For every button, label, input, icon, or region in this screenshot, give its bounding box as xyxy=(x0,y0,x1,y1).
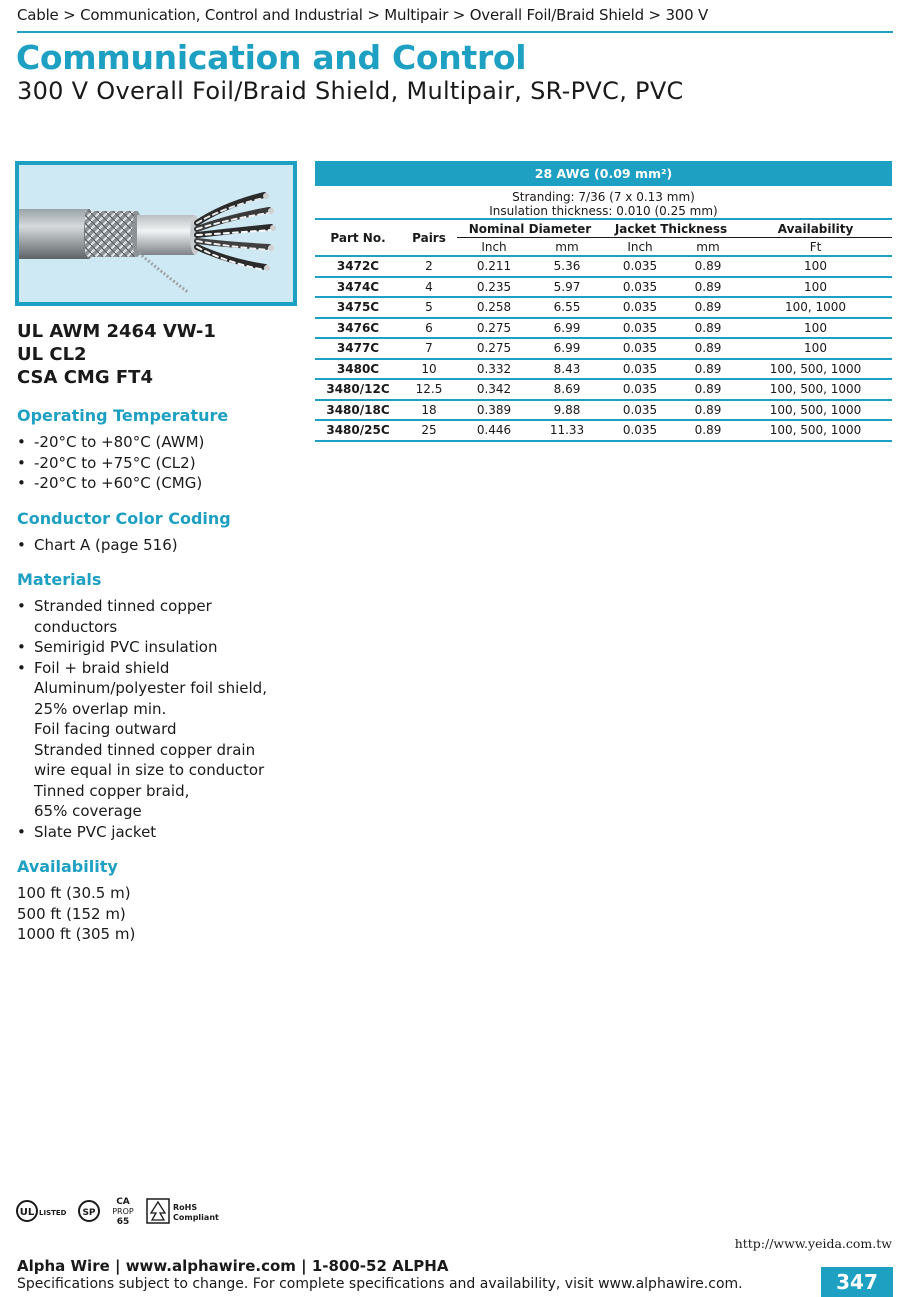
table-cell: 3480/12C xyxy=(315,379,401,400)
ca-prop-65-logo xyxy=(112,1197,134,1227)
table-cell: 0.035 xyxy=(603,318,677,339)
table-cell: 0.89 xyxy=(677,379,739,400)
table-cell: 0.258 xyxy=(457,297,531,318)
stranding-info xyxy=(315,186,892,218)
table-row xyxy=(315,420,892,441)
svg-text:UL: UL xyxy=(19,1207,35,1218)
table-cell: 0.89 xyxy=(677,256,739,277)
list-item: • -20°C to +60°C (CMG) xyxy=(17,473,307,494)
table-cell: 25 xyxy=(401,420,457,441)
ul-listed-text: LISTED xyxy=(39,1209,67,1217)
table-cell: 0.035 xyxy=(603,297,677,318)
table-cell: 100, 1000 xyxy=(739,297,892,318)
table-cell: 0.89 xyxy=(677,338,739,359)
table-row xyxy=(315,379,892,400)
table-cell: 3480C xyxy=(315,359,401,380)
footer-brand: Alpha Wire | www.alphawire.com | 1-800-52 ALPHA xyxy=(17,1257,449,1275)
operating-temperature-section xyxy=(17,406,307,494)
list-item: • Chart A (page 516) xyxy=(17,535,307,556)
section-heading: Materials xyxy=(17,570,102,589)
table-cell: 4 xyxy=(401,277,457,298)
table-cell: 6.55 xyxy=(531,297,603,318)
table-cell: 9.88 xyxy=(531,400,603,421)
table-cell: 3475C xyxy=(315,297,401,318)
table-cell: 0.035 xyxy=(603,379,677,400)
ul-listed-logo xyxy=(17,1201,67,1221)
page-subtitle: 300 V Overall Foil/Braid Shield, Multipair, SR-PVC, PVC xyxy=(17,77,684,105)
awg-header: 28 AWG (0.09 mm²) xyxy=(315,161,892,186)
table-cell: 0.235 xyxy=(457,277,531,298)
header-jacket-thickness: Jacket Thickness xyxy=(603,219,739,238)
table-cell: 0.89 xyxy=(677,277,739,298)
table-cell: 5.97 xyxy=(531,277,603,298)
table-cell: 0.035 xyxy=(603,277,677,298)
table-cell: 6.99 xyxy=(531,338,603,359)
svg-text:SP: SP xyxy=(82,1208,96,1218)
page-title: Communication and Control xyxy=(16,38,527,77)
list-item: • Foil + braid shield Aluminum/polyester foil shield, 25% overlap min. Foil facing outward Stranded tinned copper drain wire equal in size to conductor Tinned copper braid, 65% coverage xyxy=(17,658,307,822)
prop-number: 65 xyxy=(116,1217,130,1227)
table-cell: 3480/18C xyxy=(315,400,401,421)
table-cell: 0.89 xyxy=(677,297,739,318)
table-cell: 0.446 xyxy=(457,420,531,441)
table-cell: 8.43 xyxy=(531,359,603,380)
table-cell: 0.342 xyxy=(457,379,531,400)
table-cell: 3472C xyxy=(315,256,401,277)
breadcrumb: Cable > Communication, Control and Industrial > Multipair > Overall Foil/Braid Shield > 300 V xyxy=(17,6,893,33)
list-item: • Slate PVC jacket xyxy=(17,822,307,843)
color-coding-section xyxy=(17,509,307,556)
table-row xyxy=(315,359,892,380)
table-row xyxy=(315,400,892,421)
list-item: • -20°C to +80°C (AWM) xyxy=(17,432,307,453)
table-cell: 0.332 xyxy=(457,359,531,380)
header-unit-inch: Inch xyxy=(603,238,677,257)
table-cell: 10 xyxy=(401,359,457,380)
table-row xyxy=(315,297,892,318)
header-unit-mm: mm xyxy=(531,238,603,257)
rohs-compliant-text: Compliant xyxy=(173,1213,219,1222)
list-item: • Semirigid PVC insulation xyxy=(17,637,307,658)
table-cell: 0.89 xyxy=(677,318,739,339)
table-cell: 0.035 xyxy=(603,400,677,421)
table-cell: 0.035 xyxy=(603,420,677,441)
rohs-logo xyxy=(147,1199,219,1223)
availability-line: 100 ft (30.5 m) xyxy=(17,884,131,902)
cable-product-photo xyxy=(15,161,297,306)
table-cell: 2 xyxy=(401,256,457,277)
table-row xyxy=(315,338,892,359)
header-unit-inch: Inch xyxy=(457,238,531,257)
table-cell: 100, 500, 1000 xyxy=(739,359,892,380)
table-cell: 0.211 xyxy=(457,256,531,277)
availability-section xyxy=(17,857,307,945)
table-cell: 0.035 xyxy=(603,256,677,277)
availability-line: 1000 ft (305 m) xyxy=(17,925,136,943)
header-pairs: Pairs xyxy=(401,219,457,256)
header-availability: Availability xyxy=(739,219,892,238)
table-cell: 6 xyxy=(401,318,457,339)
table-cell: 0.275 xyxy=(457,318,531,339)
footer-note: Specifications subject to change. For complete specifications and availability, visit www.alphawire.com. xyxy=(17,1276,743,1292)
spec-table xyxy=(315,161,892,442)
table-cell: 12.5 xyxy=(401,379,457,400)
header-unit-mm: mm xyxy=(677,238,739,257)
table-cell: 5 xyxy=(401,297,457,318)
table-cell: 100 xyxy=(739,338,892,359)
table-cell: 0.89 xyxy=(677,359,739,380)
certification: CSA CMG FT4 xyxy=(17,367,153,388)
certification: UL AWM 2464 VW-1 xyxy=(17,321,216,342)
section-heading: Conductor Color Coding xyxy=(17,508,231,528)
table-cell: 100 xyxy=(739,277,892,298)
table-cell: 3480/25C xyxy=(315,420,401,441)
table-cell: 0.275 xyxy=(457,338,531,359)
site-url: http://www.yeida.com.tw xyxy=(734,1236,892,1251)
page-number: 347 xyxy=(821,1267,893,1297)
section-heading: Availability xyxy=(17,857,118,876)
table-row xyxy=(315,256,892,277)
table-cell: 100, 500, 1000 xyxy=(739,379,892,400)
table-cell: 11.33 xyxy=(531,420,603,441)
header-part-no: Part No. xyxy=(315,219,401,256)
rohs-text: RoHS xyxy=(173,1203,198,1212)
certification-logos xyxy=(15,1193,225,1229)
table-cell: 100, 500, 1000 xyxy=(739,400,892,421)
table-cell: 5.36 xyxy=(531,256,603,277)
prop-text: PROP xyxy=(112,1207,134,1216)
insulation-text: Insulation thickness: 0.010 (0.25 mm) xyxy=(489,203,718,218)
spec-data-table xyxy=(315,218,892,442)
table-cell: 18 xyxy=(401,400,457,421)
certifications xyxy=(17,320,307,389)
left-column xyxy=(17,320,307,960)
stranding-text: Stranding: 7/36 (7 x 0.13 mm) xyxy=(512,190,695,204)
table-cell: 3477C xyxy=(315,338,401,359)
table-cell: 0.89 xyxy=(677,400,739,421)
availability-line: 500 ft (152 m) xyxy=(17,904,126,923)
header-nominal-diameter: Nominal Diameter xyxy=(457,219,603,238)
csa-logo xyxy=(79,1201,99,1221)
table-row xyxy=(315,318,892,339)
ca-text: CA xyxy=(116,1197,130,1207)
certification: UL CL2 xyxy=(17,344,87,365)
table-cell: 100 xyxy=(739,318,892,339)
table-cell: 0.389 xyxy=(457,400,531,421)
list-item: • Stranded tinned copper conductors xyxy=(17,596,307,637)
table-cell: 0.89 xyxy=(677,420,739,441)
table-cell: 3474C xyxy=(315,277,401,298)
table-cell: 7 xyxy=(401,338,457,359)
section-heading: Operating Temperature xyxy=(17,406,229,425)
table-cell: 6.99 xyxy=(531,318,603,339)
table-cell: 0.035 xyxy=(603,338,677,359)
materials-section xyxy=(17,570,307,842)
header-unit-ft: Ft xyxy=(739,238,892,257)
table-row xyxy=(315,277,892,298)
table-cell: 100 xyxy=(739,256,892,277)
table-cell: 3476C xyxy=(315,318,401,339)
table-cell: 8.69 xyxy=(531,379,603,400)
table-cell: 0.035 xyxy=(603,359,677,380)
table-cell: 100, 500, 1000 xyxy=(739,420,892,441)
list-item: • -20°C to +75°C (CL2) xyxy=(17,453,307,474)
